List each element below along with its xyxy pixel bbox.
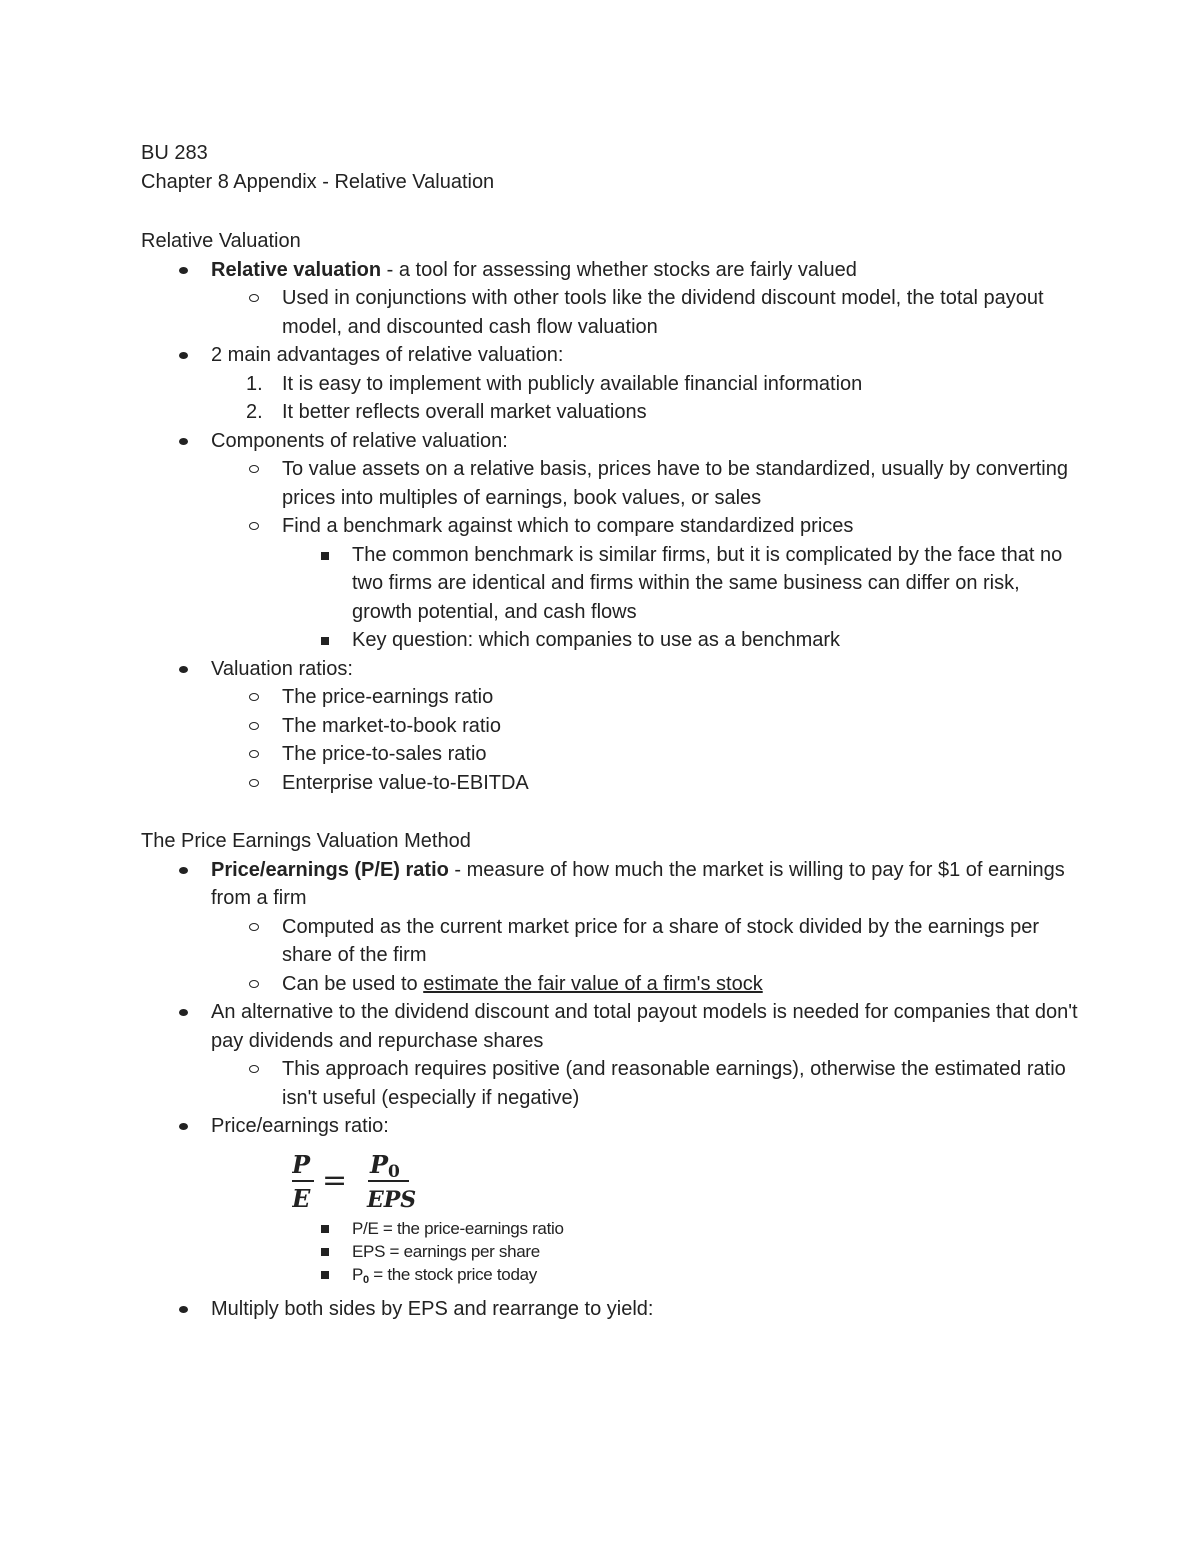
list-item: Used in conjunctions with other tools like the dividend discount model, the total payout model, and discounted cash flow valuation	[141, 284, 1081, 341]
term-pe-ratio: Price/earnings (P/E) ratio	[211, 858, 449, 881]
circle-bullet-icon	[249, 980, 259, 988]
definition-item: EPS = earnings per share	[141, 1240, 1081, 1263]
definition-item: $P_0$ = the stock price today	[141, 1263, 1081, 1292]
underlined-phrase: estimate the fair value of a firm's stock	[423, 972, 763, 995]
square-bullet-icon	[321, 1271, 329, 1279]
square-bullet-icon	[321, 637, 329, 645]
list-item: Valuation ratios:	[141, 655, 1081, 684]
course-code: BU 283	[141, 142, 208, 164]
bullet-icon	[179, 867, 188, 874]
list-item: The market-to-book ratio	[141, 712, 1081, 741]
list-item: The price-earnings ratio	[141, 683, 1081, 712]
number-marker: 2.	[246, 401, 263, 423]
list-item: The common benchmark is similar firms, but it is complicated by the face that no two firms are identical and firms within the same business can differ on risk, growth potential, and cash flows	[141, 541, 1081, 627]
list-item: Enterprise value-to-EBITDA	[141, 769, 1081, 798]
bullet-icon	[179, 1123, 188, 1130]
section-heading-relative-valuation: Relative Valuation	[141, 230, 301, 252]
section-heading-pe-method: The Price Earnings Valuation Method	[141, 830, 471, 852]
bullet-icon	[179, 1306, 188, 1313]
square-bullet-icon	[321, 1225, 329, 1233]
definition-item: P/E = the price-earnings ratio	[141, 1217, 1081, 1240]
list-item: Find a benchmark against which to compare standardized prices	[141, 512, 1081, 541]
list-item: This approach requires positive (and reasonable earnings), otherwise the estimated ratio isn't useful (especially if negative)	[141, 1055, 1081, 1112]
list-item: Computed as the current market price for a share of stock divided by the earnings per share of the firm	[141, 913, 1081, 970]
circle-bullet-icon	[249, 465, 259, 473]
list-item: Key question: which companies to use as a benchmark	[141, 626, 1081, 655]
formula-rhs-num: P0	[370, 1149, 400, 1182]
formula-lhs-den: E	[292, 1183, 311, 1213]
circle-bullet-icon	[249, 522, 259, 530]
bullet-icon	[179, 438, 188, 445]
number-marker: 1.	[246, 372, 263, 395]
formula-equals: =	[322, 1162, 348, 1198]
circle-bullet-icon	[249, 722, 259, 730]
circle-bullet-icon	[249, 750, 259, 758]
list-item: To value assets on a relative basis, prices have to be standardized, usually by converting prices into multiples of earnings, book values, or sales	[141, 455, 1081, 512]
bullet-icon	[179, 352, 188, 359]
numbered-item: 1. It is easy to implement with publicly available financial information	[141, 370, 1081, 399]
list-item: Can be used to estimate the fair value of a firm's stock	[141, 970, 1081, 999]
circle-bullet-icon	[249, 693, 259, 701]
square-bullet-icon	[321, 552, 329, 560]
bullet-icon	[179, 1009, 188, 1016]
list-item: 2 main advantages of relative valuation:	[141, 341, 1081, 370]
chapter-title: Chapter 8 Appendix - Relative Valuation	[141, 170, 495, 193]
list-item: An alternative to the dividend discount and total payout models is needed for companies that don't pay dividends and repurchase shares	[141, 998, 1081, 1055]
square-bullet-icon	[321, 1248, 329, 1256]
document-page	[141, 139, 1081, 1324]
numbered-item: 2. It better reflects overall market valuations	[141, 398, 1081, 427]
pe-ratio-formula	[141, 1145, 1081, 1217]
formula-lhs-num: P	[292, 1149, 311, 1179]
bullet-icon	[179, 666, 188, 673]
formula-rhs-den: EPS	[367, 1186, 417, 1213]
list-item: The price-to-sales ratio	[141, 740, 1081, 769]
list-item: Price/earnings ratio:	[141, 1112, 1081, 1141]
list-item: Relative valuation - a tool for assessing whether stocks are fairly valued	[141, 256, 1081, 285]
circle-bullet-icon	[249, 294, 259, 302]
list-item: Components of relative valuation:	[141, 427, 1081, 456]
circle-bullet-icon	[249, 779, 259, 787]
list-item: Price/earnings (P/E) ratio - measure of how much the market is willing to pay for $1 of earnings from a firm	[141, 856, 1081, 913]
list-item: Multiply both sides by EPS and rearrange to yield:	[141, 1295, 1081, 1324]
bullet-icon	[179, 267, 188, 274]
circle-bullet-icon	[249, 923, 259, 931]
term-relative-valuation: Relative valuation	[211, 258, 382, 281]
formula-graphic	[292, 1145, 572, 1217]
circle-bullet-icon	[249, 1065, 259, 1073]
